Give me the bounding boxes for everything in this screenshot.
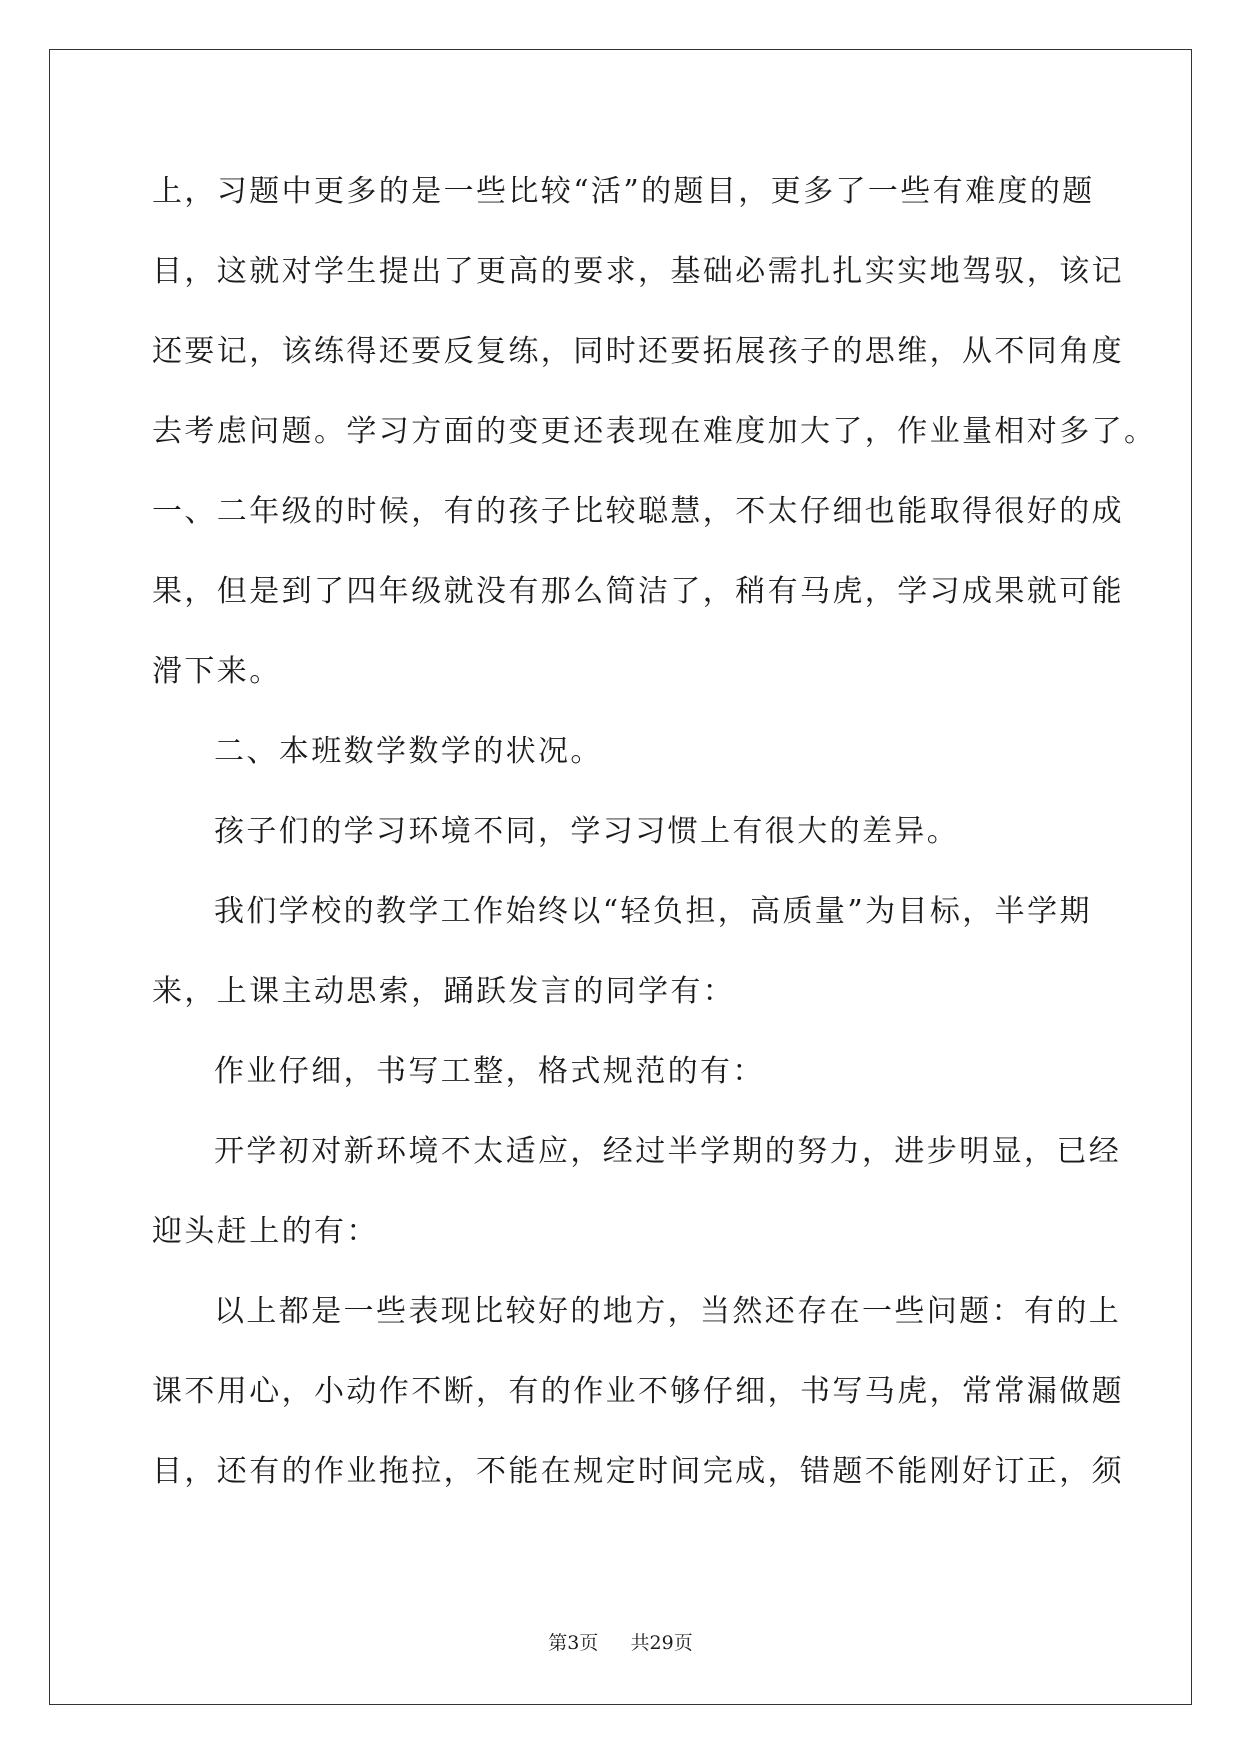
text-line: 目，还有的作业拖拉，不能在规定时间完成，错题不能刚好订正，须: [152, 1454, 1124, 1489]
text-line: 课不用心，小动作不断，有的作业不够仔细，书写马虎，常常漏做题: [152, 1374, 1124, 1409]
text-line: 滑下来。: [152, 654, 282, 689]
paragraph-line: 开学初对新环境不太适应，经过半学期的努力，进步明显，已经: [214, 1134, 1122, 1169]
paragraph-line: 我们学校的教学工作始终以“轻负担，高质量”为目标，半学期: [214, 894, 1092, 929]
text-line: 还要记，该练得还要反复练，同时还要拓展孩子的思维，从不同角度: [152, 334, 1124, 369]
total-pages: 共29页: [630, 1632, 693, 1654]
paragraph-line: 孩子们的学习环境不同，学习习惯上有很大的差异。: [214, 814, 960, 849]
section-heading: 二、本班数学数学的状况。: [214, 734, 603, 769]
page-number: 第3页: [548, 1632, 599, 1654]
text-line: 一、二年级的时候，有的孩子比较聪慧，不太仔细也能取得很好的成: [152, 494, 1124, 529]
text-line: 迎头赶上的有：: [152, 1214, 379, 1249]
text-line: 果，但是到了四年级就没有那么简洁了，稍有马虎，学习成果就可能: [152, 574, 1124, 609]
text-line: 目，这就对学生提出了更高的要求，基础必需扎扎实实地驾驭，该记: [152, 254, 1124, 289]
text-line: 来，上课主动思索，踊跃发言的同学有：: [152, 974, 736, 1009]
paragraph-line: 以上都是一些表现比较好的地方，当然还存在一些问题：有的上: [214, 1294, 1122, 1329]
paragraph-line: 作业仔细，书写工整，格式规范的有：: [214, 1054, 765, 1089]
text-line: 去考虑问题。学习方面的变更还表现在难度加大了，作业量相对多了。: [152, 414, 1157, 449]
text-line: 上，习题中更多的是一些比较“活”的题目，更多了一些有难度的题: [152, 174, 1095, 209]
page-footer: [0, 1628, 1241, 1655]
